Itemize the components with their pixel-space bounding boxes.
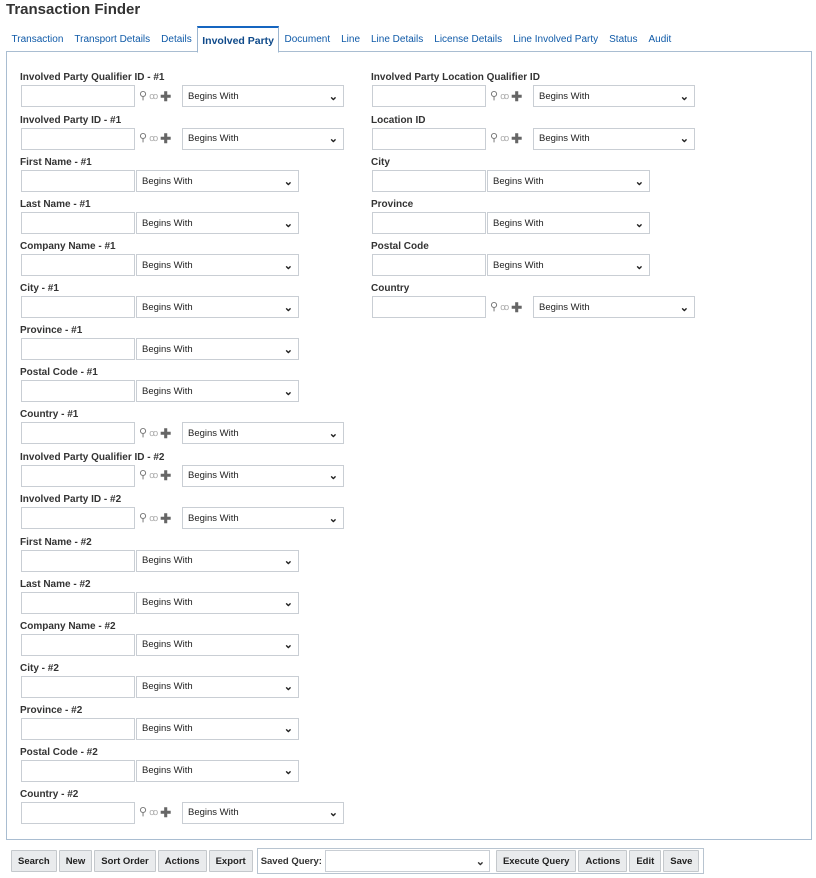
search-icon[interactable]: ⚲ xyxy=(139,89,148,102)
lookup-icons xyxy=(135,427,182,440)
sort-order-button[interactable]: Sort Order xyxy=(94,850,156,872)
saved-query-select[interactable] xyxy=(325,850,490,872)
field-involved-party-qualifier-id-2 xyxy=(20,450,344,493)
lookup-icons xyxy=(135,512,182,525)
province-1-input[interactable] xyxy=(21,338,135,360)
plus-icon[interactable]: ✚ xyxy=(160,510,172,526)
field-label: City xyxy=(371,157,390,169)
saved-query-group xyxy=(257,848,705,874)
field-involved-party-location-qualifier-id xyxy=(371,70,695,113)
involved-party-location-qualifier-id-input[interactable] xyxy=(372,85,486,107)
field-postal-code-2 xyxy=(20,745,344,787)
involved-party-qualifier-id-1-operator-select[interactable] xyxy=(182,85,344,107)
field-company-name-2 xyxy=(20,619,344,661)
search-icon[interactable]: ⚲ xyxy=(490,89,499,102)
glasses-icon[interactable]: ꝏ xyxy=(149,512,159,523)
company-name-2-input[interactable] xyxy=(21,634,135,656)
last-name-2-operator-select[interactable] xyxy=(136,592,299,614)
field-label: City - #1 xyxy=(20,283,59,295)
glasses-icon[interactable]: ꝏ xyxy=(149,427,159,438)
tab-license-details[interactable]: License Details xyxy=(434,34,503,45)
province-operator-select[interactable] xyxy=(487,212,650,234)
field-involved-party-id-2 xyxy=(20,492,344,535)
plus-icon[interactable]: ✚ xyxy=(160,88,172,104)
operator-value: Begins With xyxy=(142,301,193,313)
execute-query-button[interactable]: Execute Query xyxy=(496,850,577,872)
tab-status[interactable]: Status xyxy=(609,34,638,45)
chevron-down-icon: ⌄ xyxy=(283,765,293,778)
country-input[interactable] xyxy=(372,296,486,318)
field-last-name-2 xyxy=(20,577,344,619)
plus-icon[interactable]: ✚ xyxy=(160,131,172,147)
field-first-name-2 xyxy=(20,535,344,577)
lookup-icons xyxy=(135,90,182,103)
chevron-down-icon: ⌄ xyxy=(328,807,338,820)
city-2-input[interactable] xyxy=(21,676,135,698)
country-2-input[interactable] xyxy=(21,802,135,824)
city-1-input[interactable] xyxy=(21,296,135,318)
operator-value: Begins With xyxy=(142,175,193,187)
location-id-input[interactable] xyxy=(372,128,486,150)
first-name-1-operator-select[interactable] xyxy=(136,170,299,192)
operator-value: Begins With xyxy=(142,343,193,355)
chevron-down-icon: ⌄ xyxy=(328,470,338,483)
lookup-icons xyxy=(135,132,182,145)
glasses-icon[interactable]: ꝏ xyxy=(149,90,159,101)
chevron-down-icon: ⌄ xyxy=(634,217,644,230)
plus-icon[interactable]: ✚ xyxy=(160,805,172,821)
company-name-2-operator-select[interactable] xyxy=(136,634,299,656)
chevron-down-icon: ⌄ xyxy=(283,681,293,694)
tab-line-details[interactable]: Line Details xyxy=(371,34,424,45)
province-2-input[interactable] xyxy=(21,718,135,740)
operator-value: Begins With xyxy=(142,723,193,735)
postal-code-input[interactable] xyxy=(372,254,486,276)
operator-value: Begins With xyxy=(493,259,544,271)
field-city-1 xyxy=(20,281,344,323)
first-name-2-input[interactable] xyxy=(21,550,135,572)
glasses-icon[interactable]: ꝏ xyxy=(500,133,510,144)
edit-query-button[interactable]: Edit xyxy=(629,850,661,872)
operator-value: Begins With xyxy=(142,681,193,693)
tab-transport-details[interactable]: Transport Details xyxy=(74,34,151,45)
operator-value: Begins With xyxy=(142,217,193,229)
operator-value: Begins With xyxy=(188,133,239,145)
plus-icon[interactable]: ✚ xyxy=(160,425,172,441)
city-input[interactable] xyxy=(372,170,486,192)
glasses-icon[interactable]: ꝏ xyxy=(149,807,159,818)
operator-value: Begins With xyxy=(188,807,239,819)
search-icon[interactable]: ⚲ xyxy=(139,426,148,439)
operator-value: Begins With xyxy=(142,385,193,397)
operator-value: Begins With xyxy=(142,765,193,777)
field-country-1 xyxy=(20,407,344,450)
field-postal-code-1 xyxy=(20,365,344,407)
involved-party-id-2-input[interactable] xyxy=(21,507,135,529)
tab-audit[interactable]: Audit xyxy=(648,34,672,45)
field-label: Last Name - #2 xyxy=(20,578,91,590)
page-title: Transaction Finder xyxy=(6,1,141,18)
plus-icon[interactable]: ✚ xyxy=(511,88,523,104)
chevron-down-icon: ⌄ xyxy=(679,133,689,146)
search-icon[interactable]: ⚲ xyxy=(490,132,499,145)
involved-party-panel xyxy=(6,51,812,840)
field-label: Country - #2 xyxy=(20,788,79,800)
field-label: Country - #1 xyxy=(20,409,79,421)
field-first-name-1 xyxy=(20,155,344,197)
chevron-down-icon: ⌄ xyxy=(283,301,293,314)
field-label: Country xyxy=(371,283,410,295)
field-label: First Name - #1 xyxy=(20,157,92,169)
postal-code-operator-select[interactable] xyxy=(487,254,650,276)
operator-value: Begins With xyxy=(188,427,239,439)
field-label: Company Name - #1 xyxy=(20,241,116,253)
operator-value: Begins With xyxy=(188,512,239,524)
lookup-icons xyxy=(135,469,182,482)
postal-code-2-input[interactable] xyxy=(21,760,135,782)
province-2-operator-select[interactable] xyxy=(136,718,299,740)
field-label: Involved Party Qualifier ID - #2 xyxy=(20,451,165,463)
field-involved-party-id-1 xyxy=(20,113,344,156)
field-label: City - #2 xyxy=(20,662,59,674)
field-label: Location ID xyxy=(371,114,426,126)
search-icon[interactable]: ⚲ xyxy=(139,806,148,819)
field-label: Involved Party ID - #1 xyxy=(20,114,122,126)
lookup-icons xyxy=(486,301,533,314)
right-column xyxy=(371,70,695,324)
lookup-icons xyxy=(135,806,182,819)
search-icon[interactable]: ⚲ xyxy=(139,469,148,482)
involved-party-qualifier-id-1-input[interactable] xyxy=(21,85,135,107)
field-label: Province - #2 xyxy=(20,704,83,716)
involved-party-location-qualifier-id-operator-select[interactable] xyxy=(533,85,695,107)
tab-involved-party[interactable]: Involved Party xyxy=(197,26,279,53)
field-label: Last Name - #1 xyxy=(20,199,91,211)
city-operator-select[interactable] xyxy=(487,170,650,192)
country-1-input[interactable] xyxy=(21,422,135,444)
operator-value: Begins With xyxy=(493,175,544,187)
field-province xyxy=(371,197,695,239)
glasses-icon[interactable]: ꝏ xyxy=(500,301,510,312)
first-name-2-operator-select[interactable] xyxy=(136,550,299,572)
chevron-down-icon: ⌄ xyxy=(283,385,293,398)
operator-value: Begins With xyxy=(142,597,193,609)
field-label: Postal Code xyxy=(371,241,429,253)
field-company-name-1 xyxy=(20,239,344,281)
chevron-down-icon: ⌄ xyxy=(283,555,293,568)
saved-query-label: Saved Query: xyxy=(260,855,322,867)
location-id-operator-select[interactable] xyxy=(533,128,695,150)
field-last-name-1 xyxy=(20,197,344,239)
chevron-down-icon: ⌄ xyxy=(328,133,338,146)
tab-details[interactable]: Details xyxy=(161,34,192,45)
field-involved-party-qualifier-id-1 xyxy=(20,70,344,113)
field-label: Company Name - #2 xyxy=(20,620,116,632)
chevron-down-icon: ⌄ xyxy=(634,175,644,188)
chevron-down-icon: ⌄ xyxy=(328,512,338,525)
field-country xyxy=(371,281,695,324)
tab-bar xyxy=(6,26,677,52)
plus-icon[interactable]: ✚ xyxy=(511,131,523,147)
province-input[interactable] xyxy=(372,212,486,234)
field-label: First Name - #2 xyxy=(20,536,92,548)
operator-value: Begins With xyxy=(142,555,193,567)
chevron-down-icon: ⌄ xyxy=(283,343,293,356)
company-name-1-input[interactable] xyxy=(21,254,135,276)
lookup-icons xyxy=(486,132,533,145)
operator-value: Begins With xyxy=(142,259,193,271)
search-button[interactable]: Search xyxy=(11,850,57,872)
query-actions-button[interactable]: Actions xyxy=(578,850,627,872)
search-icon[interactable]: ⚲ xyxy=(490,300,499,313)
operator-value: Begins With xyxy=(188,470,239,482)
chevron-down-icon: ⌄ xyxy=(679,90,689,103)
city-2-operator-select[interactable] xyxy=(136,676,299,698)
postal-code-2-operator-select[interactable] xyxy=(136,760,299,782)
country-2-operator-select[interactable] xyxy=(182,802,344,824)
glasses-icon[interactable]: ꝏ xyxy=(149,133,159,144)
involved-party-qualifier-id-2-operator-select[interactable] xyxy=(182,465,344,487)
postal-code-1-input[interactable] xyxy=(21,380,135,402)
chevron-down-icon: ⌄ xyxy=(283,175,293,188)
tab-transaction[interactable]: Transaction xyxy=(11,34,64,45)
glasses-icon[interactable]: ꝏ xyxy=(149,470,159,481)
operator-value: Begins With xyxy=(188,90,239,102)
search-icon[interactable]: ⚲ xyxy=(139,511,148,524)
chevron-down-icon: ⌄ xyxy=(283,723,293,736)
plus-icon[interactable]: ✚ xyxy=(160,468,172,484)
field-label: Postal Code - #2 xyxy=(20,746,98,758)
chevron-down-icon: ⌄ xyxy=(283,639,293,652)
field-location-id xyxy=(371,113,695,156)
tab-line-involved-party[interactable]: Line Involved Party xyxy=(513,34,599,45)
country-1-operator-select[interactable] xyxy=(182,422,344,444)
involved-party-id-1-input[interactable] xyxy=(21,128,135,150)
company-name-1-operator-select[interactable] xyxy=(136,254,299,276)
country-operator-select[interactable] xyxy=(533,296,695,318)
bottom-toolbar xyxy=(11,848,704,874)
glasses-icon[interactable]: ꝏ xyxy=(500,90,510,101)
lookup-icons xyxy=(486,90,533,103)
field-province-1 xyxy=(20,323,344,365)
chevron-down-icon: ⌄ xyxy=(328,427,338,440)
field-country-2 xyxy=(20,787,344,830)
field-label: Involved Party Qualifier ID - #1 xyxy=(20,72,165,83)
field-city-2 xyxy=(20,661,344,703)
field-label: Involved Party ID - #2 xyxy=(20,494,122,506)
last-name-1-operator-select[interactable] xyxy=(136,212,299,234)
operator-value: Begins With xyxy=(142,639,193,651)
operator-value: Begins With xyxy=(539,133,590,145)
first-name-1-input[interactable] xyxy=(21,170,135,192)
involved-party-id-1-operator-select[interactable] xyxy=(182,128,344,150)
last-name-1-input[interactable] xyxy=(21,212,135,234)
left-column xyxy=(20,70,344,830)
last-name-2-input[interactable] xyxy=(21,592,135,614)
new-button[interactable]: New xyxy=(59,850,93,872)
city-1-operator-select[interactable] xyxy=(136,296,299,318)
chevron-down-icon: ⌄ xyxy=(475,855,485,868)
field-label: Province - #1 xyxy=(20,325,83,337)
operator-value: Begins With xyxy=(539,301,590,313)
chevron-down-icon: ⌄ xyxy=(328,90,338,103)
tab-line[interactable]: Line xyxy=(341,34,360,45)
chevron-down-icon: ⌄ xyxy=(283,597,293,610)
operator-value: Begins With xyxy=(539,90,590,102)
tab-document[interactable]: Document xyxy=(284,34,331,45)
chevron-down-icon: ⌄ xyxy=(283,217,293,230)
field-postal-code xyxy=(371,239,695,281)
plus-icon[interactable]: ✚ xyxy=(511,299,523,315)
chevron-down-icon: ⌄ xyxy=(679,301,689,314)
involved-party-qualifier-id-2-input[interactable] xyxy=(21,465,135,487)
field-city xyxy=(371,155,695,197)
province-1-operator-select[interactable] xyxy=(136,338,299,360)
chevron-down-icon: ⌄ xyxy=(634,259,644,272)
field-label: Province xyxy=(371,199,414,211)
postal-code-1-operator-select[interactable] xyxy=(136,380,299,402)
field-province-2 xyxy=(20,703,344,745)
involved-party-id-2-operator-select[interactable] xyxy=(182,507,344,529)
actions-button[interactable]: Actions xyxy=(158,850,207,872)
export-button[interactable]: Export xyxy=(209,850,253,872)
field-label: Involved Party Location Qualifier ID xyxy=(371,72,540,83)
field-label: Postal Code - #1 xyxy=(20,367,98,379)
save-query-button[interactable]: Save xyxy=(663,850,699,872)
search-icon[interactable]: ⚲ xyxy=(139,132,148,145)
chevron-down-icon: ⌄ xyxy=(283,259,293,272)
operator-value: Begins With xyxy=(493,217,544,229)
